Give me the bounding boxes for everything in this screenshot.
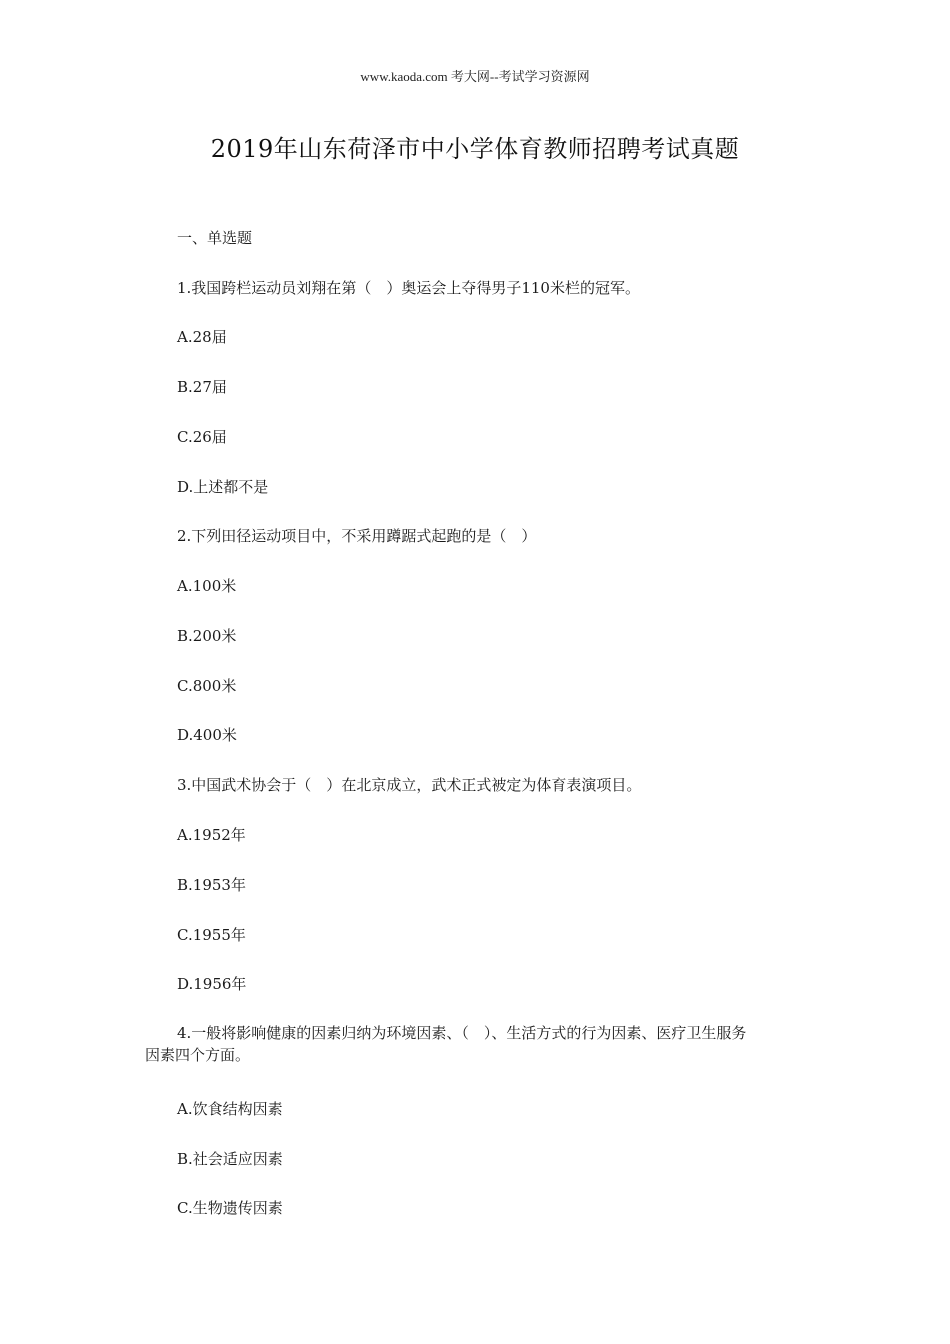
question-4-stem <box>145 1022 815 1066</box>
question-4-option-c: C.生物遗传因素 <box>177 1199 283 1217</box>
question-4-option-a: A.饮食结构因素 <box>177 1100 283 1118</box>
site-header: www.kaoda.com 考大网--考试学习资源网 <box>360 69 590 84</box>
section-heading: 一、单选题 <box>177 229 253 247</box>
question-2-stem: 2.下列田径运动项目中，不采用蹲踞式起跑的是（ ） <box>177 527 537 545</box>
question-3-option-a: A.1952年 <box>177 826 246 844</box>
question-1-option-b: B.27届 <box>177 378 227 396</box>
question-2-option-b: B.200米 <box>177 627 237 645</box>
question-3-option-c: C.1955年 <box>177 926 246 944</box>
question-1-option-a: A.28届 <box>177 328 227 346</box>
question-1-option-c: C.26届 <box>177 428 227 446</box>
question-1-option-d: D.上述都不是 <box>177 478 269 496</box>
question-2-option-c: C.800米 <box>177 677 237 695</box>
question-2-option-d: D.400米 <box>177 726 237 744</box>
document-title: 2019年山东荷泽市中小学体育教师招聘考试真题 <box>210 135 740 163</box>
question-1-stem: 1.我国跨栏运动员刘翔在第（ ）奥运会上夺得男子110米栏的冠军。 <box>177 279 640 297</box>
question-2-option-a: A.100米 <box>177 577 237 595</box>
question-3-stem: 3.中国武术协会于（ ）在北京成立，武术正式被定为体育表演项目。 <box>177 776 642 794</box>
question-4-option-b: B.社会适应因素 <box>177 1150 283 1168</box>
question-4-stem-line-2: 因素四个方面。 <box>145 1046 251 1064</box>
question-4-stem-line-1: 4.一般将影响健康的因素归纳为环境因素、（ ）、生活方式的行为因素、医疗卫生服务 <box>177 1024 747 1042</box>
question-3-option-b: B.1953年 <box>177 876 246 894</box>
question-3-option-d: D.1956年 <box>177 975 247 993</box>
